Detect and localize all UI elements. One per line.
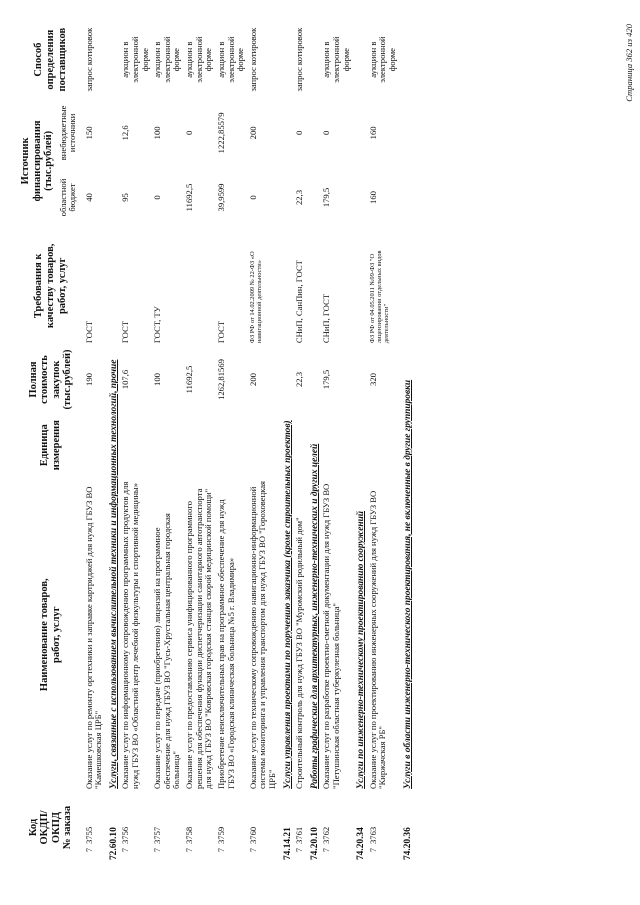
item-requirements: ФЗ РФ от 04.05.2011 №99-ФЗ "О лицензировании отдельных видов деятельности": [368, 250, 391, 344]
group-code: 74.14.21: [282, 827, 293, 860]
item-unit: [294, 413, 307, 478]
item-total-cost: 320: [367, 373, 378, 386]
item-method: запрос котировок: [83, 27, 94, 92]
item-total-cost: 11692,5: [184, 365, 195, 394]
order-number-cell: [368, 792, 400, 863]
row-prefix: 7: [83, 848, 94, 853]
table-row: [248, 23, 280, 863]
group-title: Услуги в области инженерно-технического проектирования, не включенные в другие группировки: [402, 379, 413, 789]
row-prefix: 7: [215, 848, 226, 853]
order-number-cell: [152, 792, 184, 863]
item-regional-budget: 22,3: [294, 189, 305, 206]
group-title: Работы графические для архитектурных, инженерно-технических и других целей: [309, 443, 320, 789]
group-title: Услуги, связанные с использованием вычислительной техники и информационных технологий, прочие: [108, 359, 119, 789]
item-extra-budget: 200: [247, 126, 258, 140]
item-extra-budget: 1222,85579: [215, 112, 226, 154]
order-number: 3758: [184, 826, 195, 844]
item-name: Оказание услуг по предоставлению сервиса унифицированного программного решения для обеспечения функции диспетчеризации санитарного автотранспорта для нужд ГБУЗ ВО "Ковровская городская станция скорой медицинской помощи": [184, 488, 214, 789]
item-requirements: СНиП, ГОСТ: [321, 294, 332, 344]
item-name: Строительный контроль для нужд ГБУЗ ВО "Муромский родильный дом": [294, 517, 305, 789]
item-requirements: ГОСТ, ТУ: [152, 306, 163, 344]
order-number-cell: [84, 792, 106, 863]
row-prefix: 7: [184, 848, 195, 853]
item-total-cost: 22,3: [294, 371, 305, 388]
item-method: аукцион в электронной форме: [215, 36, 246, 83]
group-heading-row: [106, 23, 121, 863]
item-requirements: ГОСТ: [83, 321, 94, 344]
item-requirements: СНиП, СанПин, ГОСТ: [294, 260, 305, 344]
row-prefix: 7: [247, 848, 258, 853]
row-prefix: 7: [152, 848, 163, 853]
item-method: аукцион в электронной форме: [152, 36, 182, 83]
item-unit: [184, 413, 216, 478]
item-requirements: ФЗ РФ от 14.02.2009 № 22-ФЗ «О навигационной деятельности»: [248, 251, 263, 344]
order-number: 3762: [321, 826, 332, 844]
header-funding-extra: внебюджетные источники: [57, 105, 78, 161]
procurement-table: [18, 23, 414, 863]
group-heading-row: [307, 23, 322, 863]
item-requirements: [184, 226, 216, 347]
item-unit: [248, 413, 280, 478]
item-unit: [321, 413, 353, 478]
item-method: аукцион в электронной форме: [120, 36, 150, 83]
header-requirements: Требования к качеству товаров, работ, услуг: [33, 243, 68, 329]
table-row: [216, 23, 248, 863]
group-code: 74.20.36: [402, 827, 413, 860]
row-prefix: 7: [294, 848, 305, 853]
table-row: [184, 23, 216, 863]
item-total-cost: 100: [152, 373, 163, 386]
item-regional-budget: 95: [120, 193, 131, 202]
table-row: [120, 23, 152, 863]
group-title: Услуги управления проектами по поручению заказчика (кроме строительных проектов): [282, 420, 293, 789]
order-number: 3757: [152, 826, 163, 844]
order-number: 3760: [247, 826, 258, 844]
item-regional-budget: 0: [152, 195, 163, 200]
item-unit: [84, 413, 106, 478]
item-name: Оказание услуг по информационному сопровождению программных продуктов для нужд ГБУЗ ВО «Областной центр лечебной физкультуры и спортивной медицины»: [120, 481, 140, 789]
item-extra-budget: 12,6: [120, 125, 131, 141]
order-number-cell: [294, 792, 307, 863]
header-method: Способ определения поставщиков: [33, 27, 68, 92]
item-extra-budget: 150: [83, 126, 94, 140]
header-funding-regional: областной бюджет: [57, 178, 78, 217]
order-number: 3763: [367, 826, 378, 844]
item-name: Оказание услуг по техническому сопровождению навигационно-информационной системы мониторинга и управления транспортом для нужд ГБУЗ ВО "Гороховецкая ЦРБ": [247, 480, 278, 789]
order-number-cell: [120, 792, 152, 863]
group-code: 74.20.34: [356, 827, 367, 860]
table-row: [368, 23, 400, 863]
item-regional-budget: 160: [367, 191, 378, 204]
item-name: Приобретение неисключительных прав на программное обеспечение для нужд ГБУЗ ВО «Городская клиническая больница №5 г. Владимира»: [215, 499, 236, 789]
page-number: Страница 362 из 420: [624, 24, 634, 102]
header-total-cost: Полная стоимость закупок (тыс.рублей): [27, 349, 74, 410]
header-funding: Источник финансирования (тыс.рублей): [20, 120, 55, 202]
item-method: запрос котировок: [294, 27, 305, 92]
item-name: Оказание услуг по передаче (приобретению) лицензий на программное обеспечение для нужд ГБУЗ ВО "Гусь-Хрустальная центральная городская больница": [152, 513, 182, 789]
order-number-cell: [321, 792, 353, 863]
item-method: аукцион в электронной форме: [184, 36, 214, 83]
table-body: [84, 23, 415, 863]
item-unit: [216, 413, 248, 478]
order-number: 3759: [215, 826, 226, 844]
item-regional-budget: 40: [83, 193, 94, 202]
order-number-cell: [184, 792, 216, 863]
group-title: Услуги по инженерно-техническому проектированию сооружений: [356, 510, 367, 789]
header-name: Наименование товаров, работ, услуг: [39, 578, 62, 692]
item-extra-budget: 100: [152, 126, 163, 140]
item-total-cost: 190: [83, 373, 94, 386]
item-regional-budget: 11692,5: [184, 183, 195, 212]
item-extra-budget: 0: [184, 130, 195, 136]
item-name: Оказание услуг по разработке проектно-сметной документации для нужд ГБУЗ ВО "Петушинская областная туберкулезная больница": [321, 483, 342, 789]
group-code: 74.20.10: [309, 827, 320, 860]
table-row: [84, 23, 106, 863]
item-unit: [368, 413, 400, 478]
row-prefix: 7: [321, 848, 332, 853]
order-number-cell: [248, 792, 280, 863]
item-name: Оказание услуг по проектированию инженерных сооружений для нужд ГБУЗ ВО "Киржачская РБ": [367, 490, 388, 789]
order-number: 3756: [120, 826, 131, 844]
group-heading-row: [280, 23, 295, 863]
order-number: 3755: [83, 826, 94, 844]
item-total-cost: 179,5: [321, 369, 332, 390]
item-unit: [120, 413, 152, 478]
header-code: Код ОКДП/ ОКПД № заказа: [27, 805, 74, 850]
item-regional-budget: 179,5: [321, 187, 332, 208]
item-total-cost: 200: [247, 373, 258, 386]
row-prefix: 7: [120, 848, 131, 853]
item-total-cost: 1262,81569: [215, 359, 226, 400]
table-header: [18, 23, 84, 863]
item-method: запрос котировок: [247, 27, 258, 92]
item-unit: [152, 413, 184, 478]
table-row: [321, 23, 353, 863]
order-number: 3761: [294, 826, 305, 844]
item-requirements: ГОСТ: [120, 321, 131, 344]
row-prefix: 7: [367, 848, 378, 853]
group-heading-row: [400, 23, 415, 863]
order-number-cell: [216, 792, 248, 863]
header-unit: Единица измерения: [39, 420, 62, 471]
item-total-cost: 107,6: [120, 369, 131, 390]
item-extra-budget: 0: [294, 130, 305, 136]
item-method: аукцион в электронной форме: [321, 36, 351, 83]
item-requirements: ГОСТ: [215, 321, 226, 344]
group-heading-row: [353, 23, 368, 863]
item-regional-budget: 39,9599: [215, 183, 226, 212]
table-row: [152, 23, 184, 863]
item-method: аукцион в электронной форме: [367, 36, 398, 83]
table-row: [294, 23, 307, 863]
item-extra-budget: 160: [367, 126, 378, 140]
group-code: 72.60.10: [108, 827, 119, 860]
item-extra-budget: 0: [321, 130, 332, 136]
item-regional-budget: 0: [247, 195, 258, 200]
item-name: Оказание услуг по ремонту оргтехники и заправке картриджей для нужд ГБУЗ ВО "Камешковская ЦРБ": [83, 486, 104, 789]
